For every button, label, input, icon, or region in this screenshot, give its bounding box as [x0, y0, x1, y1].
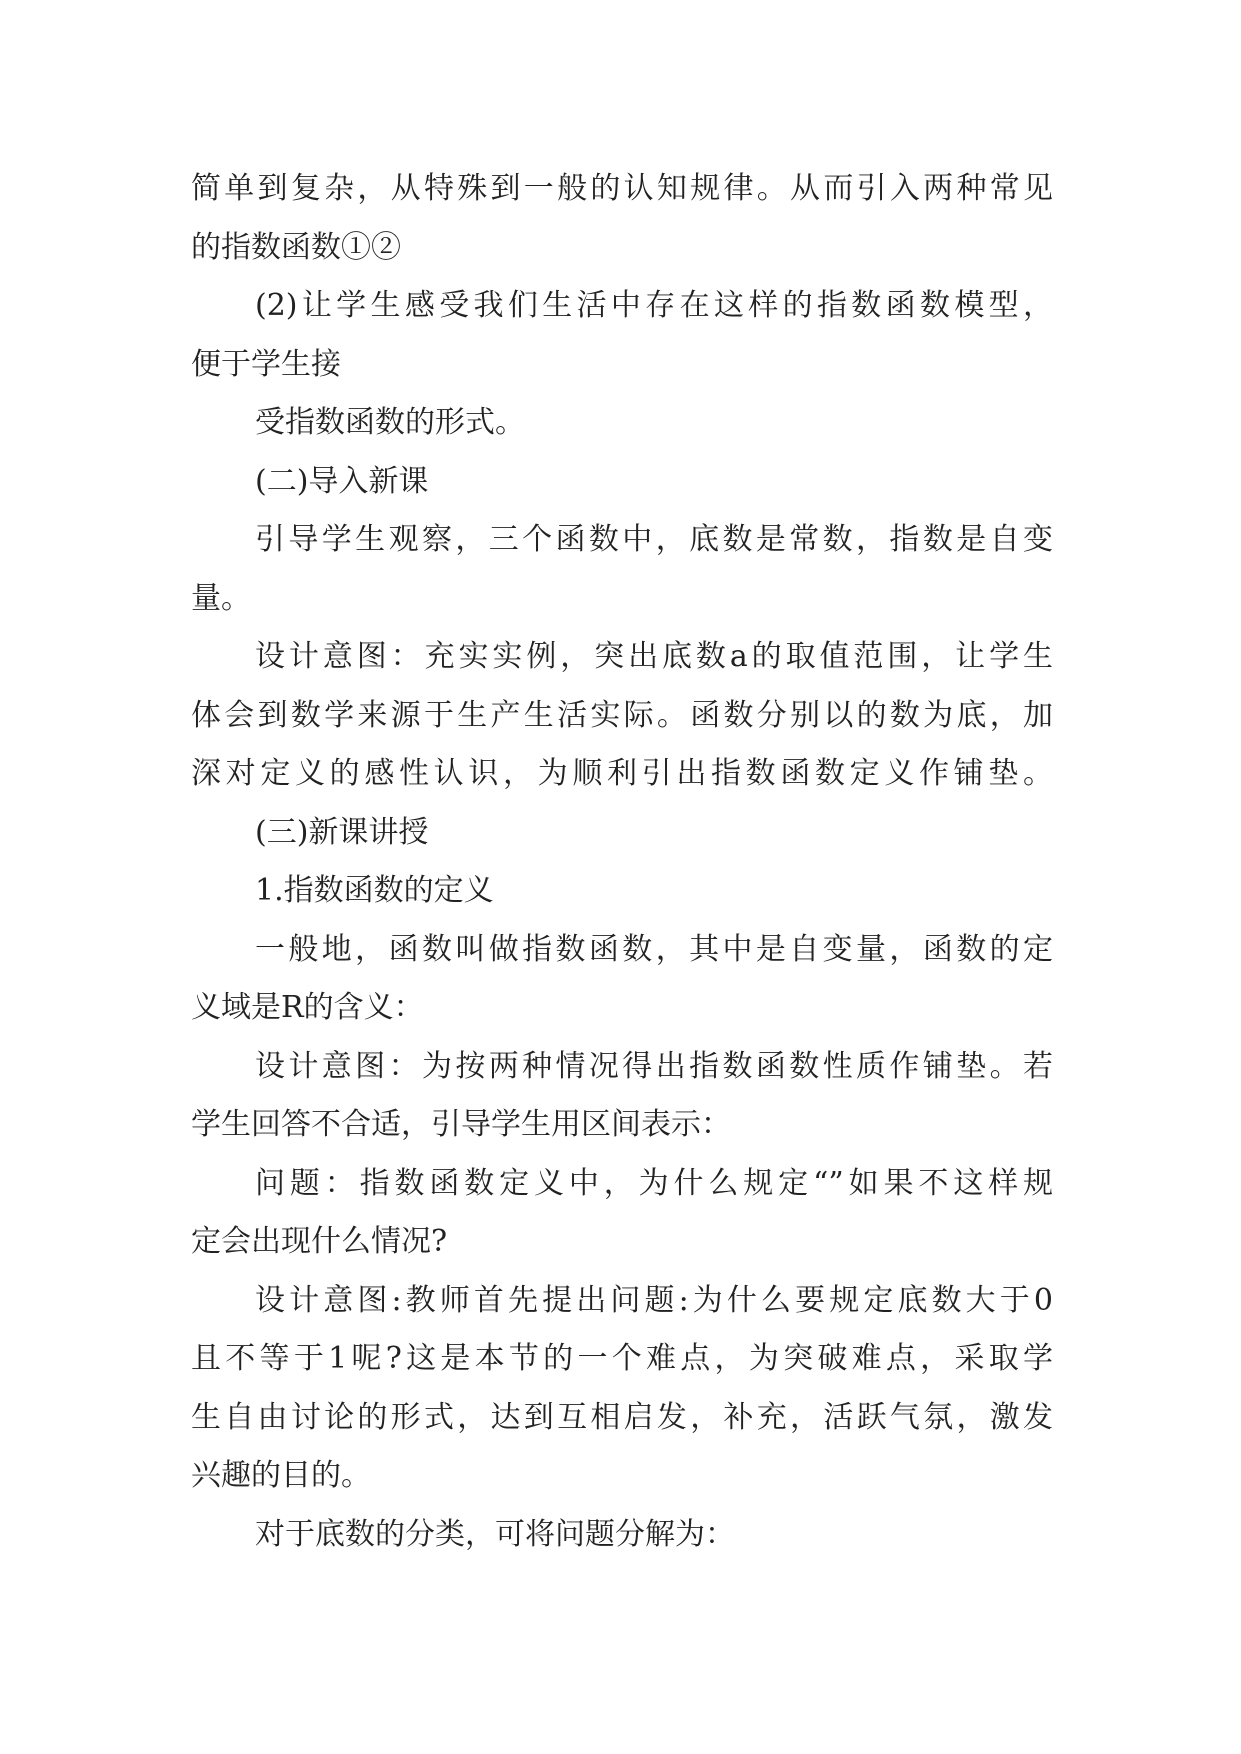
- text-line: (2)让学生感受我们生活中存在这样的指数函数模型，: [255, 288, 1053, 323]
- text-line: 简单到复杂，从特殊到一般的认知规律。从而引入两种常见: [191, 171, 1053, 206]
- text-line: 学生回答不合适，引导学生用区间表示：: [191, 1107, 731, 1142]
- section-heading: (三)新课讲授: [255, 814, 429, 850]
- text-line: 设计意图：充实实例，突出底数a的取值范围，让学生: [255, 639, 1053, 674]
- text-line: 受指数函数的形式。: [255, 405, 525, 440]
- text-line: 问题：指数函数定义中，为什么规定“”如果不这样规: [255, 1165, 1053, 1201]
- text-line: 设计意图：为按两种情况得出指数函数性质作铺垫。若: [255, 1048, 1053, 1084]
- text-line: 定会出现什么情况?: [191, 1224, 448, 1259]
- text-line: 一般地，函数叫做指数函数，其中是自变量，函数的定: [255, 931, 1053, 967]
- text-line: 深对定义的感性认识，为顺利引出指数函数定义作铺垫。: [191, 756, 1053, 791]
- text-line: 对于底数的分类，可将问题分解为：: [255, 1516, 735, 1552]
- text-line: 生自由讨论的形式，达到互相启发，补充，活跃气氛，激发: [191, 1399, 1053, 1435]
- text-line: 且不等于1呢?这是本节的一个难点，为突破难点，采取学: [191, 1341, 1053, 1376]
- text-line: 的指数函数①②: [191, 229, 401, 265]
- text-line: 体会到数学来源于生产生活实际。函数分别以的数为底，加: [191, 697, 1053, 733]
- section-heading: (二)导入新课: [255, 463, 429, 499]
- text-line: 设计意图:教师首先提出问题:为什么要规定底数大于0: [255, 1282, 1053, 1318]
- text-line: 引导学生观察，三个函数中，底数是常数，指数是自变: [255, 522, 1053, 557]
- text-line: 便于学生接: [191, 346, 341, 382]
- subsection-heading: 1.指数函数的定义: [255, 873, 494, 908]
- text-line: 兴趣的目的。: [191, 1458, 371, 1493]
- document-body: [191, 160, 1053, 1564]
- text-line: 量。: [191, 580, 251, 616]
- text-line: 义域是R的含义：: [191, 990, 424, 1025]
